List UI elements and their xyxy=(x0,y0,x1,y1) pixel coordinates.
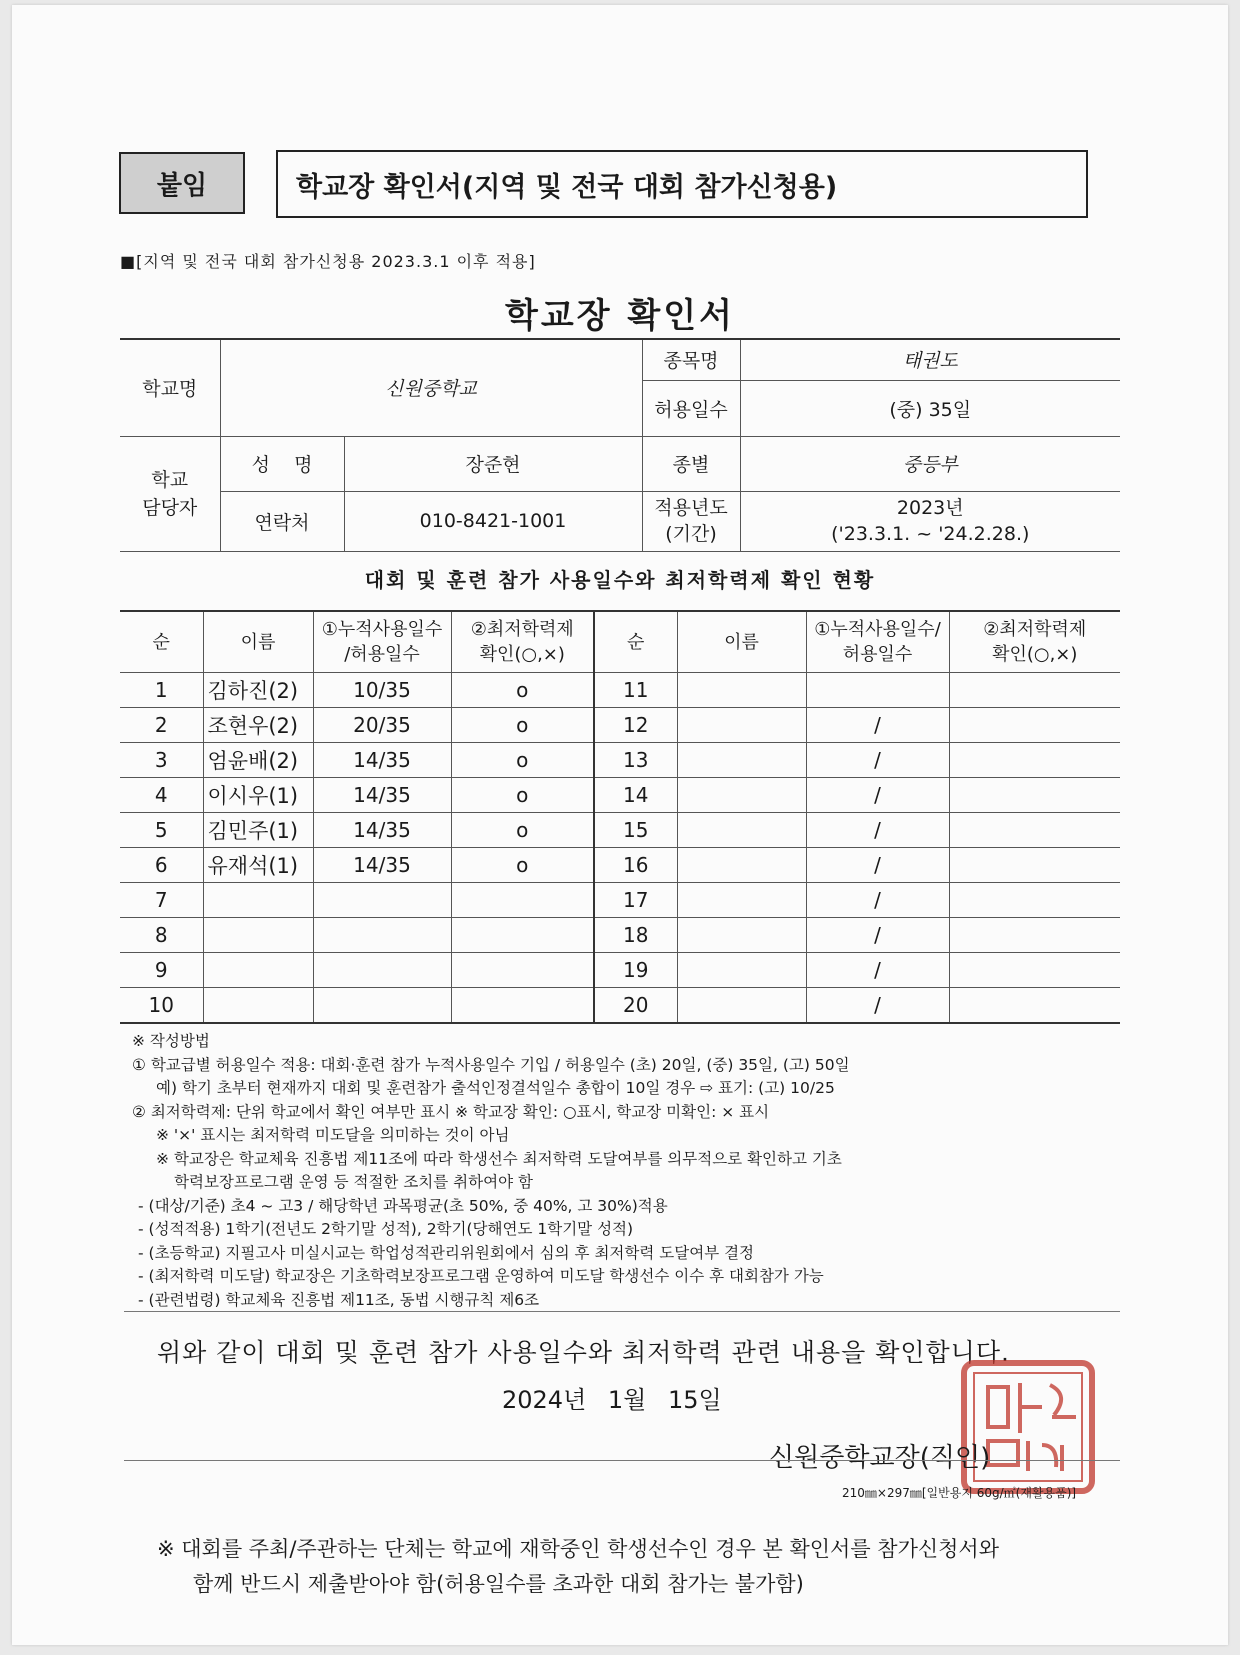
category-value: 중등부 xyxy=(740,436,1120,491)
row-no: 2 xyxy=(120,708,203,743)
sport-value: 태권도 xyxy=(740,339,1120,380)
row-check: o xyxy=(451,813,594,848)
manager-name-value: 장준현 xyxy=(344,436,642,491)
row-check-2 xyxy=(949,883,1120,918)
divider-top xyxy=(124,1311,1120,1312)
document-header-title: 학교장 확인서(지역 및 전국 대회 참가신청용) xyxy=(276,150,1088,218)
row-days: 10/35 xyxy=(313,673,451,708)
principal-signature: 신원중학교장(직인) xyxy=(769,1443,991,1473)
row-name xyxy=(203,883,313,918)
row-check-2 xyxy=(949,813,1120,848)
row-check-2 xyxy=(949,708,1120,743)
page-title: 학교장 확인서 xyxy=(505,296,735,336)
row-name-2 xyxy=(677,918,806,953)
row-check-2 xyxy=(949,918,1120,953)
document-page xyxy=(12,5,1228,1645)
row-no: 3 xyxy=(120,743,203,778)
row-days-2: / xyxy=(806,918,949,953)
school-name-label: 학교명 xyxy=(120,339,220,436)
contact-label: 연락처 xyxy=(220,491,344,551)
table-row xyxy=(120,953,1120,988)
row-name-2 xyxy=(677,848,806,883)
school-name-value: 신원중학교 xyxy=(220,339,642,436)
row-no-2: 12 xyxy=(594,708,677,743)
row-check-2 xyxy=(949,953,1120,988)
contact-value: 010-8421-1001 xyxy=(344,491,642,551)
row-days xyxy=(313,918,451,953)
note-1a: ① 학교급별 허용일수 적용: 대회·훈련 참가 누적사용일수 기입 / 허용일수 (초) 20일, (중) 35일, (고) 50일 xyxy=(132,1055,850,1074)
row-days-2: / xyxy=(806,883,949,918)
note-dash-4: - (최저학력 미도달) 학교장은 기초학력보장프로그램 운영하여 미도달 학생선수 이수 후 대회참가 가능 xyxy=(138,1267,824,1285)
notes-heading: ※ 작성방법 xyxy=(132,1032,210,1050)
row-name-2 xyxy=(677,953,806,988)
row-days-2 xyxy=(806,673,949,708)
row-check: o xyxy=(451,708,594,743)
row-no: 8 xyxy=(120,918,203,953)
table-row xyxy=(120,883,1120,918)
info-table xyxy=(120,338,1120,552)
row-name xyxy=(203,988,313,1024)
row-check-2 xyxy=(949,673,1120,708)
row-no-2: 17 xyxy=(594,883,677,918)
row-days-2: / xyxy=(806,988,949,1024)
row-check: o xyxy=(451,778,594,813)
row-days-2: / xyxy=(806,813,949,848)
participation-table xyxy=(120,610,1120,1024)
col-header-check: ②최저학력제 확인(○,×) xyxy=(451,611,594,673)
row-check: o xyxy=(451,673,594,708)
note-2: ② 최저학력제: 단위 학교에서 확인 여부만 표시 ※ 학교장 확인: ○표시, 학교장 미확인: × 표시 xyxy=(132,1102,770,1121)
row-no-2: 11 xyxy=(594,673,677,708)
table-header-row xyxy=(120,611,1120,673)
year-cell xyxy=(740,491,1120,551)
manager-name-label: 성 명 xyxy=(220,436,344,491)
row-no-2: 15 xyxy=(594,813,677,848)
year-value: 2023년 xyxy=(896,497,964,519)
row-days xyxy=(313,953,451,988)
confirmation-text: 위와 같이 대회 및 훈련 참가 사용일수와 최저학력 관련 내용을 확인합니다. xyxy=(157,1338,1010,1367)
col-header-name-2: 이름 xyxy=(677,611,806,673)
col-header-no-2: 순 xyxy=(594,611,677,673)
note-dash-5: - (관련법령) 학교체육 진흥법 제11조, 동법 시행규칙 제6조 xyxy=(138,1290,540,1309)
row-check: o xyxy=(451,743,594,778)
row-no-2: 16 xyxy=(594,848,677,883)
row-check-2 xyxy=(949,848,1120,883)
row-days-2: / xyxy=(806,743,949,778)
row-check-2 xyxy=(949,988,1120,1024)
row-no: 5 xyxy=(120,813,203,848)
row-no-2: 14 xyxy=(594,778,677,813)
row-name: 유재석(1) xyxy=(203,848,313,883)
row-days xyxy=(313,988,451,1024)
sport-label: 종목명 xyxy=(642,339,740,380)
row-no: 4 xyxy=(120,778,203,813)
row-name-2 xyxy=(677,673,806,708)
note-1b: 예) 학기 초부터 현재까지 대회 및 훈련참가 출석인정결석일수 총합이 10일 경우 ⇨ 표기: (고) 10/25 xyxy=(156,1079,835,1097)
bottom-notice-line2: 함께 반드시 제출받아야 함(허용일수를 초과한 대회 참가는 불가함) xyxy=(193,1572,804,1596)
row-name xyxy=(203,918,313,953)
writing-notes xyxy=(132,1030,1122,1312)
table-row xyxy=(120,708,1120,743)
row-no: 1 xyxy=(120,673,203,708)
row-no: 7 xyxy=(120,883,203,918)
row-days-2: / xyxy=(806,848,949,883)
table-row xyxy=(120,988,1120,1024)
row-no-2: 18 xyxy=(594,918,677,953)
row-check-2 xyxy=(949,778,1120,813)
row-no: 6 xyxy=(120,848,203,883)
row-name-2 xyxy=(677,743,806,778)
paper-spec: 210㎜×297㎜[일반용지 60g/㎡(재활용품)] xyxy=(842,1486,1077,1500)
allowed-days-value: (중) 35일 xyxy=(740,380,1120,436)
row-check-2 xyxy=(949,743,1120,778)
row-days: 14/35 xyxy=(313,813,451,848)
note-3: ※ '×' 표시는 최저학력 미도달을 의미하는 것이 아님 xyxy=(156,1126,510,1144)
table-row xyxy=(120,743,1120,778)
row-days-2: / xyxy=(806,708,949,743)
row-days: 14/35 xyxy=(313,778,451,813)
divider-bottom xyxy=(124,1460,1120,1461)
row-check xyxy=(451,918,594,953)
row-name-2 xyxy=(677,778,806,813)
row-days-2: / xyxy=(806,778,949,813)
allowed-days-label: 허용일수 xyxy=(642,380,740,436)
note-dash-2: - (성적적용) 1학기(전년도 2학기말 성적), 2학기(당해연도 1학기말 성적) xyxy=(138,1220,634,1238)
row-name: 김하진(2) xyxy=(203,673,313,708)
col-header-check-2: ②최저학력제 확인(○,×) xyxy=(949,611,1120,673)
bottom-notice xyxy=(157,1532,999,1602)
row-name: 김민주(1) xyxy=(203,813,313,848)
col-header-days: ①누적사용일수 /허용일수 xyxy=(313,611,451,673)
col-header-days-2: ①누적사용일수/ 허용일수 xyxy=(806,611,949,673)
row-check xyxy=(451,883,594,918)
row-name: 이시우(1) xyxy=(203,778,313,813)
row-check xyxy=(451,953,594,988)
row-no-2: 19 xyxy=(594,953,677,988)
row-name-2 xyxy=(677,813,806,848)
bottom-notice-line1: ※ 대회를 주최/주관하는 단체는 학교에 재학중인 학생선수인 경우 본 확인서를 참가신청서와 xyxy=(157,1537,1000,1561)
row-name-2 xyxy=(677,708,806,743)
issue-date: 2024년 1월 15일 xyxy=(502,1386,722,1414)
attachment-badge: 붙임 xyxy=(119,152,245,214)
note-4a: ※ 학교장은 학교체육 진흥법 제11조에 따라 학생선수 최저학력 도달여부를 의무적으로 확인하고 기초 xyxy=(156,1149,842,1168)
row-days-2: / xyxy=(806,953,949,988)
row-name: 엄윤배(2) xyxy=(203,743,313,778)
official-seal-stamp xyxy=(958,1357,1098,1497)
row-days: 20/35 xyxy=(313,708,451,743)
table-row xyxy=(120,813,1120,848)
row-name xyxy=(203,953,313,988)
table-row xyxy=(120,918,1120,953)
row-no-2: 20 xyxy=(594,988,677,1024)
note-dash-3: - (초등학교) 지필고사 미실시교는 학업성적관리위원회에서 심의 후 최저학력 도달여부 결정 xyxy=(138,1243,755,1262)
table-row xyxy=(120,848,1120,883)
row-days xyxy=(313,883,451,918)
section-title: 대회 및 훈련 참가 사용일수와 최저학력제 확인 현황 xyxy=(364,568,876,592)
row-check xyxy=(451,988,594,1024)
period-value: ('23.3.1. ~ '24.2.28.) xyxy=(831,523,1030,545)
col-header-no: 순 xyxy=(120,611,203,673)
row-name-2 xyxy=(677,988,806,1024)
note-4b: 학력보장프로그램 운영 등 적절한 조치를 취하여야 함 xyxy=(174,1173,533,1191)
year-label: 적용년도 (기간) xyxy=(642,491,740,551)
rule-note: ■[지역 및 전국 대회 참가신청용 2023.3.1 이후 적용] xyxy=(120,252,536,271)
col-header-name: 이름 xyxy=(203,611,313,673)
row-days: 14/35 xyxy=(313,848,451,883)
row-no: 10 xyxy=(120,988,203,1024)
row-check: o xyxy=(451,848,594,883)
school-manager-label: 학교 담당자 xyxy=(120,436,220,551)
category-label: 종별 xyxy=(642,436,740,491)
row-name: 조현우(2) xyxy=(203,708,313,743)
table-row xyxy=(120,778,1120,813)
note-dash-1: - (대상/기준) 초4 ~ 고3 / 해당학년 과목평균(초 50%, 중 40%, 고 30%)적용 xyxy=(138,1196,668,1215)
row-days: 14/35 xyxy=(313,743,451,778)
table-row xyxy=(120,673,1120,708)
row-no: 9 xyxy=(120,953,203,988)
row-name-2 xyxy=(677,883,806,918)
row-no-2: 13 xyxy=(594,743,677,778)
